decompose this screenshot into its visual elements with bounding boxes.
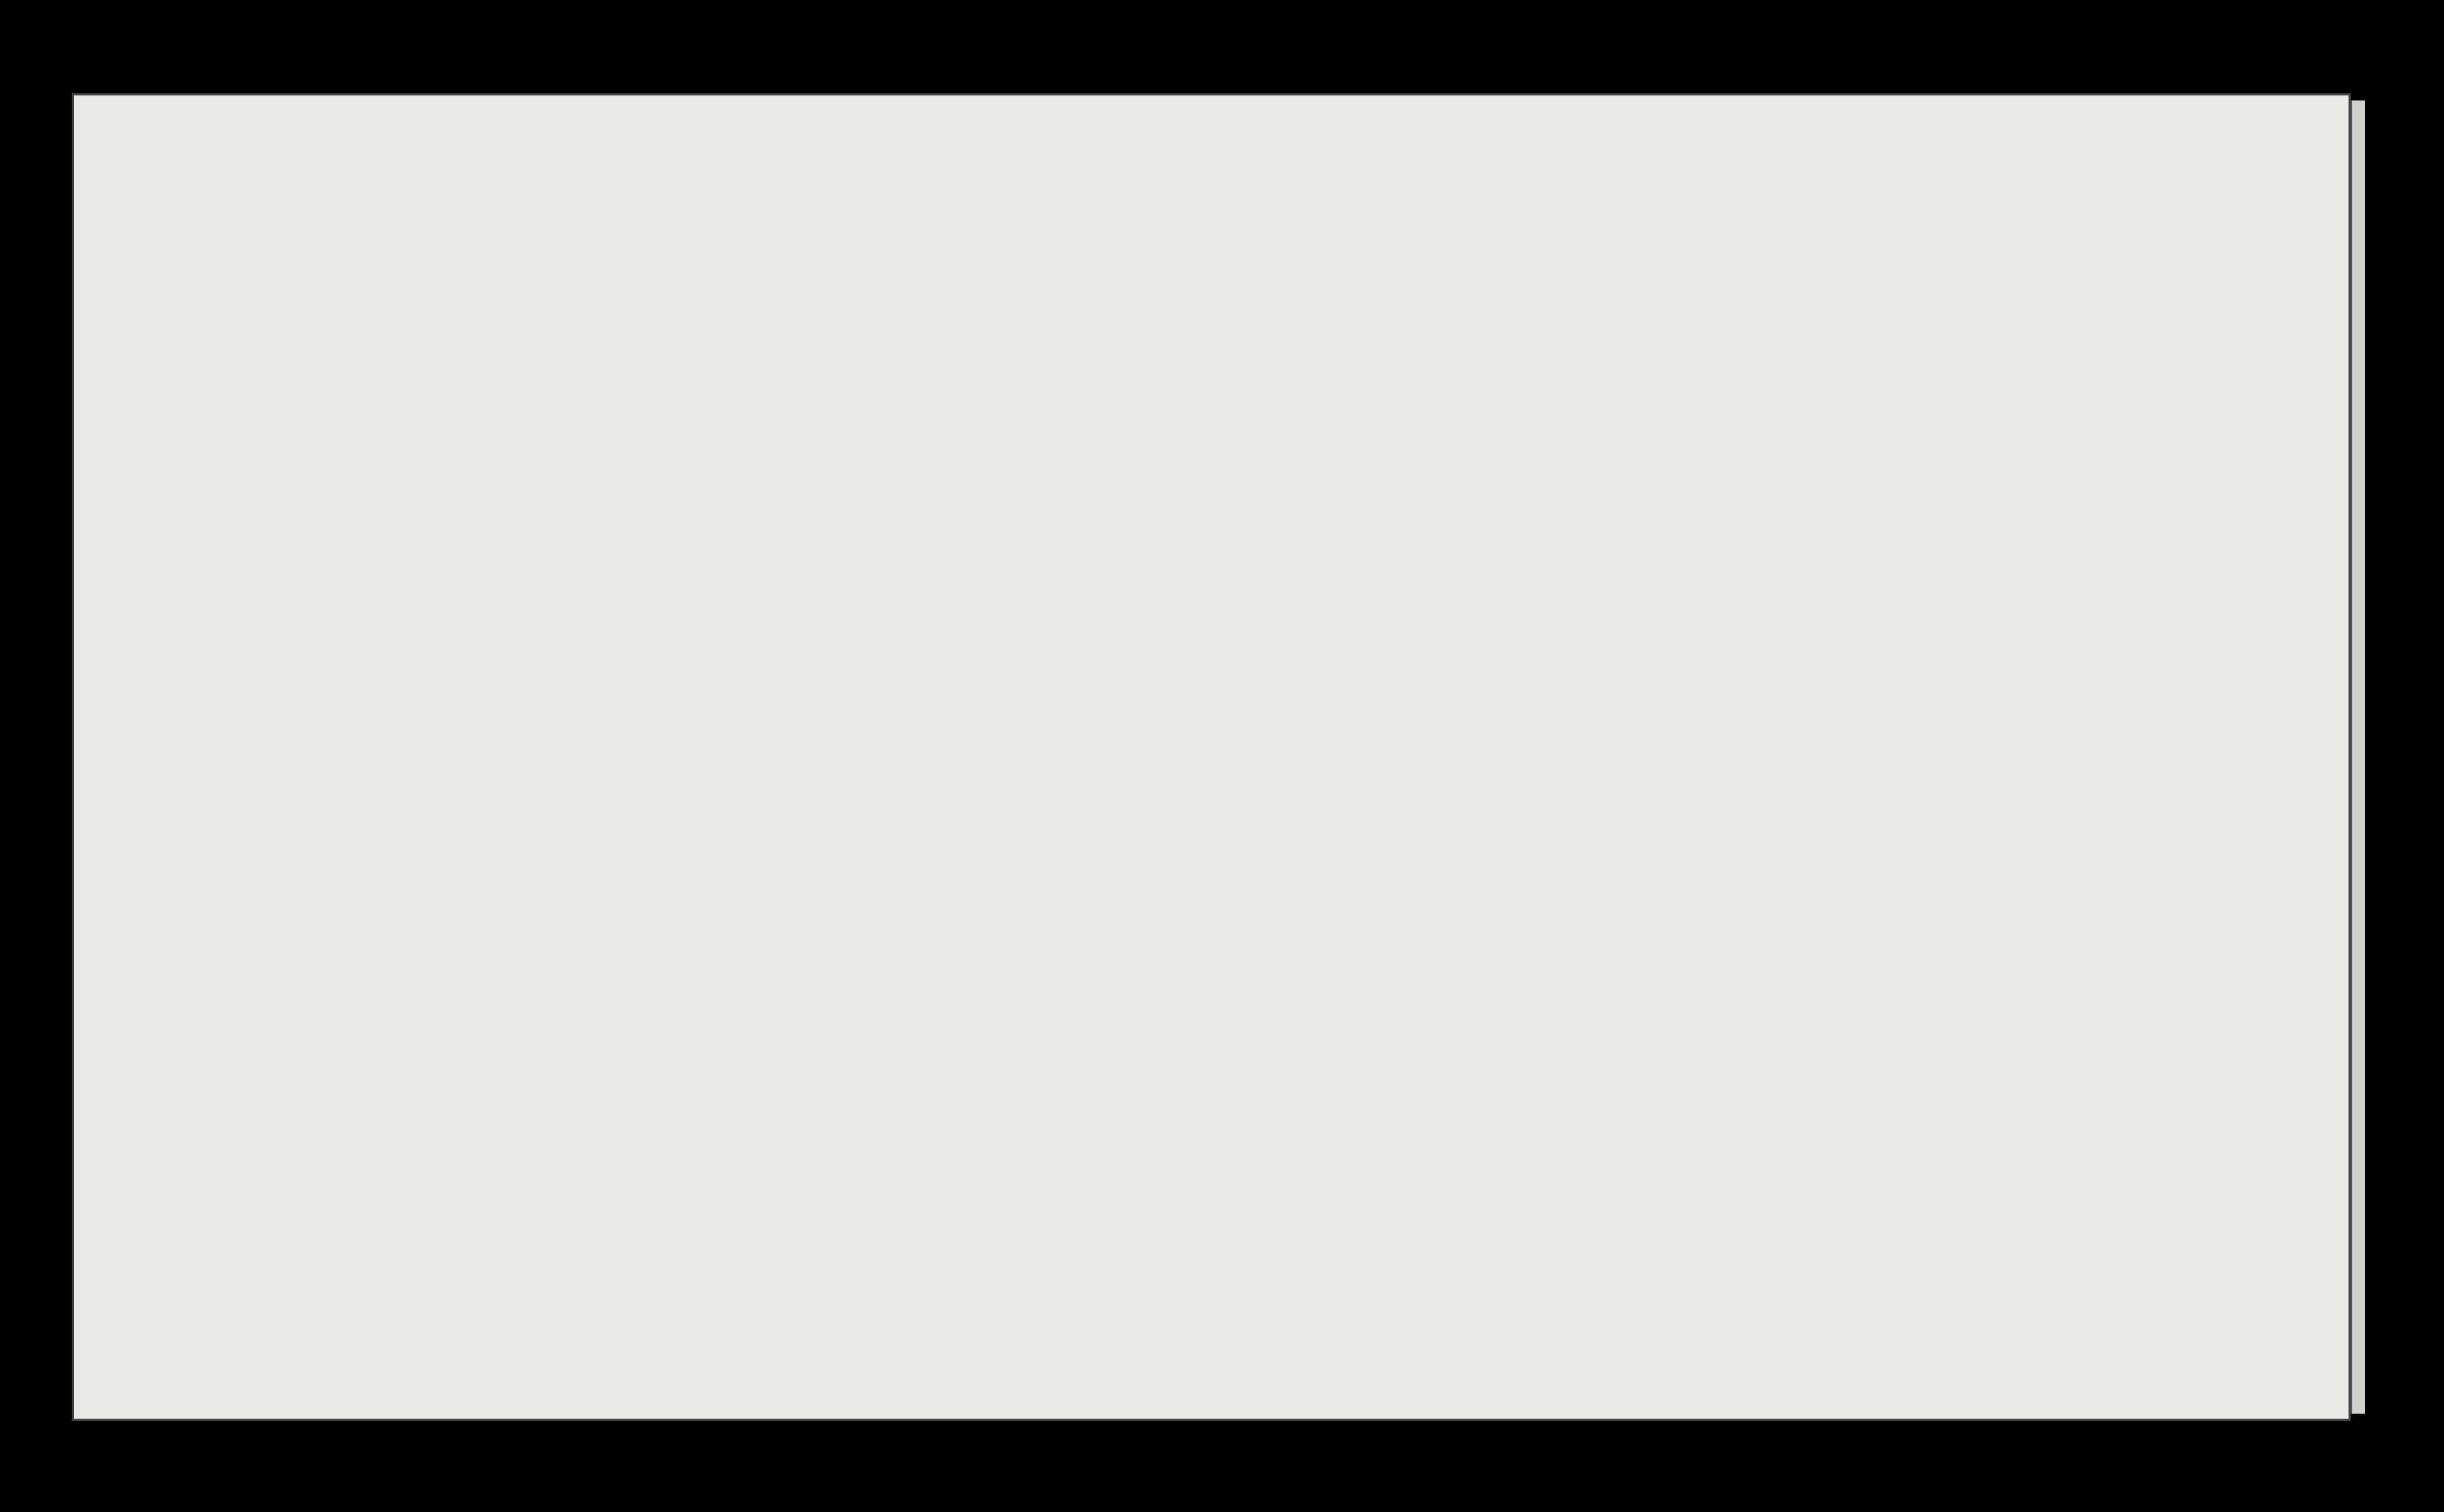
page-edge xyxy=(2351,100,2365,1414)
census-card-sheet xyxy=(72,93,2351,1421)
